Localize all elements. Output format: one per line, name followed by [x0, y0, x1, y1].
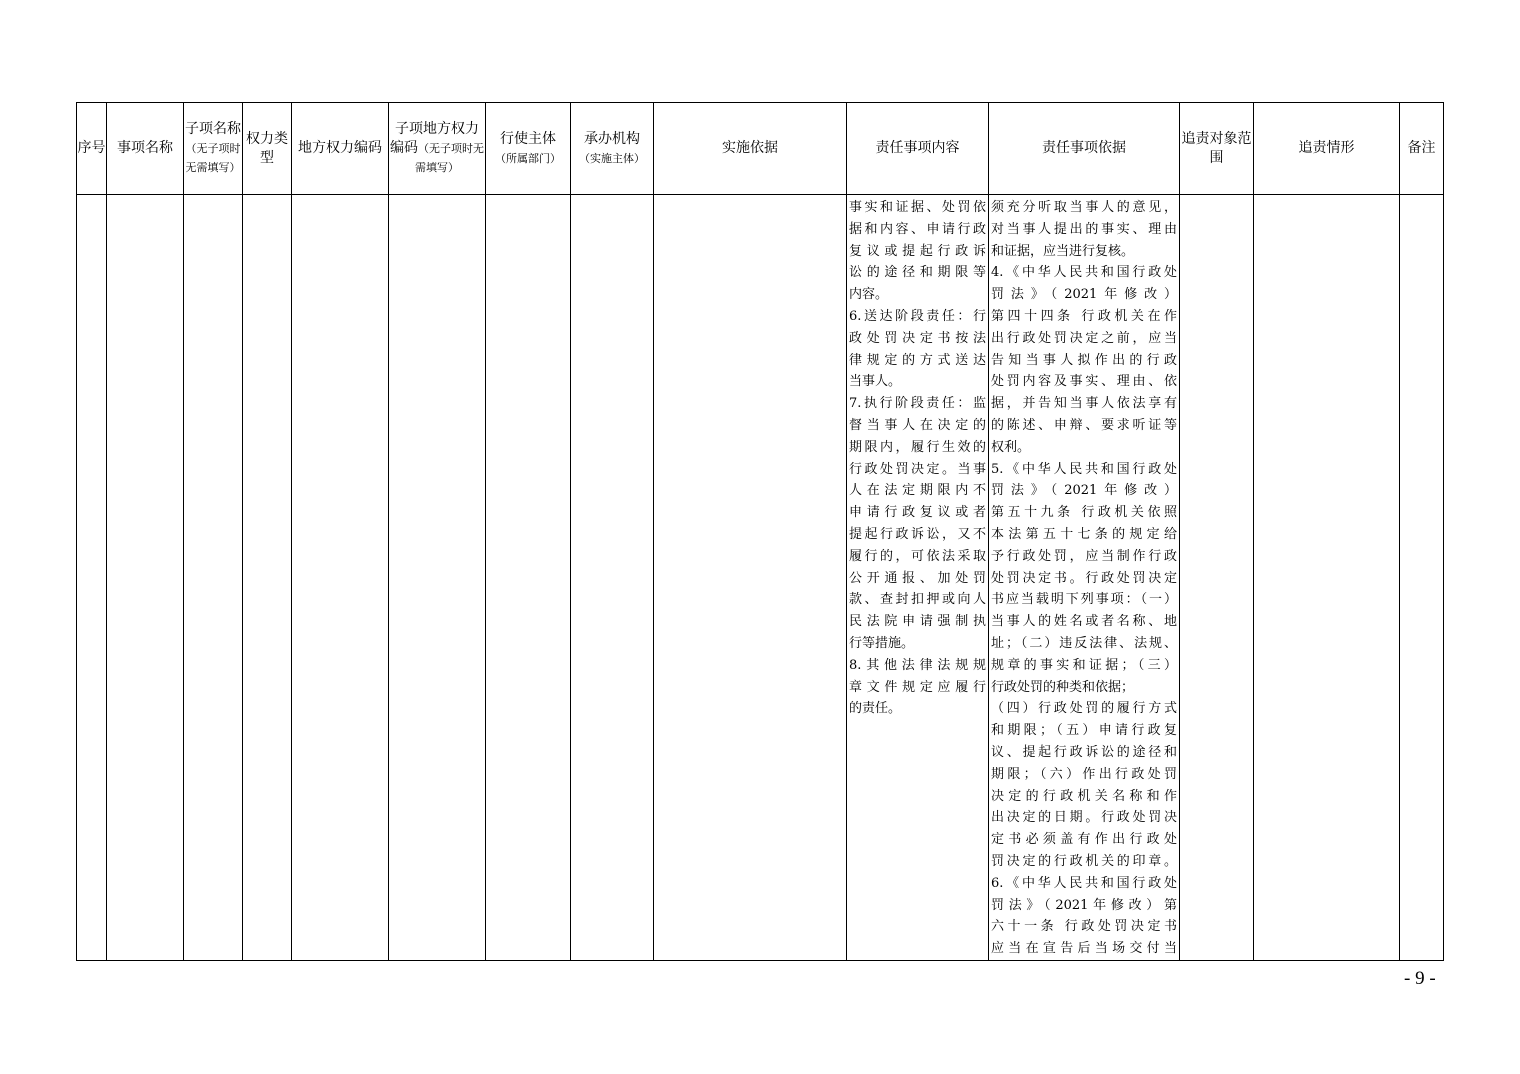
- header-item-name: 事项名称: [107, 103, 184, 195]
- text-line: 履行的，可依法采取: [849, 548, 986, 564]
- cell-resp-content: [847, 195, 989, 961]
- text-line: 款、查封扣押或向人: [849, 592, 986, 608]
- text-line: 议、提起行政诉讼的途径和: [991, 744, 1177, 760]
- text-line: 据，并告知当事人依法享有: [991, 396, 1177, 412]
- text-line: 决定的行政机关名称和作: [991, 788, 1177, 804]
- text-line: 罚法》（2021年修改）: [991, 483, 1177, 499]
- text-line: 讼的途径和期限等: [849, 265, 986, 281]
- text-line: 7.执行阶段责任：监: [849, 396, 986, 412]
- text-line: 6.《中华人民共和国行政处: [991, 875, 1177, 891]
- cell-sub-local-code: [389, 195, 486, 961]
- header-local-code: 地方权力编码: [292, 103, 389, 195]
- text-line: 行等措施。: [849, 635, 915, 651]
- text-line: 8.其他法律法规规: [849, 657, 986, 673]
- text-line: 章文件规定应履行: [849, 679, 986, 695]
- text-line: 民法院申请强制执: [849, 614, 986, 630]
- text-line: 书应当载明下列事项：（一）: [991, 592, 1177, 608]
- text-line: 处罚决定书。行政处罚决定: [991, 570, 1177, 586]
- text-line: 罚法》（2021年修改）: [991, 287, 1177, 303]
- text-line: 内容。: [849, 287, 889, 303]
- text-line: 的陈述、申辩、要求听证等: [991, 417, 1177, 433]
- text-line: 政处罚决定书按法: [849, 330, 986, 346]
- cell-item-name: [107, 195, 184, 961]
- header-accountability-scope: 追责对象范围: [1180, 103, 1254, 195]
- text-line: 律规定的方式送达: [849, 352, 986, 368]
- cell-handling-org: [571, 195, 654, 961]
- header-accountability-case: 追责情形: [1254, 103, 1400, 195]
- text-line: 行政处罚的种类和依据；: [991, 679, 1135, 695]
- cell-exercising-body: [486, 195, 571, 961]
- cell-remarks: [1400, 195, 1444, 961]
- accountability-table: [76, 102, 1444, 961]
- text-line: 事实和证据、处罚依: [849, 200, 986, 215]
- resp-basis-text: [989, 195, 1179, 960]
- text-line: 出决定的日期。行政处罚决: [991, 810, 1177, 826]
- text-line: （四）行政处罚的履行方式: [991, 701, 1177, 717]
- cell-local-code: [292, 195, 389, 961]
- text-line: 5.《中华人民共和国行政处: [991, 461, 1177, 477]
- text-line: 须充分听取当事人的意见，: [991, 200, 1177, 215]
- header-seq: 序号: [77, 103, 107, 195]
- text-line: 6.送达阶段责任：行: [849, 308, 986, 324]
- text-line: 应当在宣告后当场交付当: [991, 941, 1177, 957]
- cell-basis: [654, 195, 847, 961]
- text-line: 公开通报、加处罚: [849, 570, 986, 586]
- header-resp-content: 责任事项内容: [847, 103, 989, 195]
- cell-seq: [77, 195, 107, 961]
- table-row: [77, 195, 1444, 961]
- text-line: 申请行政复议或者: [849, 505, 986, 521]
- resp-content-text: [847, 195, 988, 720]
- text-line: 的责任。: [849, 701, 902, 717]
- header-resp-basis: 责任事项依据: [989, 103, 1180, 195]
- cell-power-type: [243, 195, 292, 961]
- header-sub-local-code: 子项地方权力编码（无子项时无需填写）: [389, 103, 486, 195]
- text-line: 当事人的姓名或者名称、地: [991, 614, 1177, 630]
- page-number: - 9 -: [1404, 968, 1436, 989]
- header-remarks: 备注: [1400, 103, 1444, 195]
- text-line: 第四十四条 行政机关在作: [991, 308, 1177, 324]
- text-line: 六十一条 行政处罚决定书: [991, 919, 1177, 935]
- text-line: 人在法定期限内不: [849, 483, 986, 499]
- text-line: 权利。: [991, 439, 1031, 455]
- text-line: 规章的事实和证据；（三）: [991, 657, 1177, 673]
- cell-resp-basis: [989, 195, 1180, 961]
- text-line: 罚法》（2021年修改）第: [991, 897, 1177, 913]
- text-line: 期限内，履行生效的: [849, 439, 986, 455]
- text-line: 第五十九条 行政机关依照: [991, 505, 1177, 521]
- text-line: 期限；（六）作出行政处罚: [991, 766, 1177, 782]
- text-line: 告知当事人拟作出的行政: [991, 352, 1177, 368]
- cell-sub-item-name: [184, 195, 243, 961]
- text-line: 本法第五十七条的规定给: [991, 526, 1177, 542]
- text-line: 行政处罚决定。当事: [849, 461, 986, 477]
- text-line: 址；（二）违反法律、法规、: [991, 635, 1177, 651]
- header-exercising-body: 行使主体 （所属部门）: [486, 103, 571, 195]
- text-line: 当事人。: [849, 374, 902, 390]
- text-line: 据和内容、申请行政: [849, 221, 986, 237]
- text-line: 罚决定的行政机关的印章。: [991, 853, 1177, 869]
- header-handling-org: 承办机构 （实施主体）: [571, 103, 654, 195]
- header-sub-item-name: 子项名称（无子项时无需填写）: [184, 103, 243, 195]
- text-line: 定书必须盖有作出行政处: [991, 832, 1177, 848]
- text-line: 提起行政诉讼，又不: [849, 526, 986, 542]
- cell-accountability-case: [1254, 195, 1400, 961]
- cell-accountability-scope: [1180, 195, 1254, 961]
- text-line: 对当事人提出的事实、理由: [991, 221, 1177, 237]
- text-line: 予行政处罚，应当制作行政: [991, 548, 1177, 564]
- header-basis: 实施依据: [654, 103, 847, 195]
- text-line: 督当事人在决定的: [849, 417, 986, 433]
- text-line: 复议或提起行政诉: [849, 243, 986, 259]
- text-line: 4.《中华人民共和国行政处: [991, 265, 1177, 281]
- text-line: 和证据，应当进行复核。: [991, 243, 1135, 259]
- table-header-row: [77, 103, 1444, 195]
- text-line: 处罚内容及事实、理由、依: [991, 374, 1177, 390]
- text-line: 出行政处罚决定之前，应当: [991, 330, 1177, 346]
- text-line: 和期限；（五）申请行政复: [991, 723, 1177, 739]
- header-power-type: 权力类型: [243, 103, 292, 195]
